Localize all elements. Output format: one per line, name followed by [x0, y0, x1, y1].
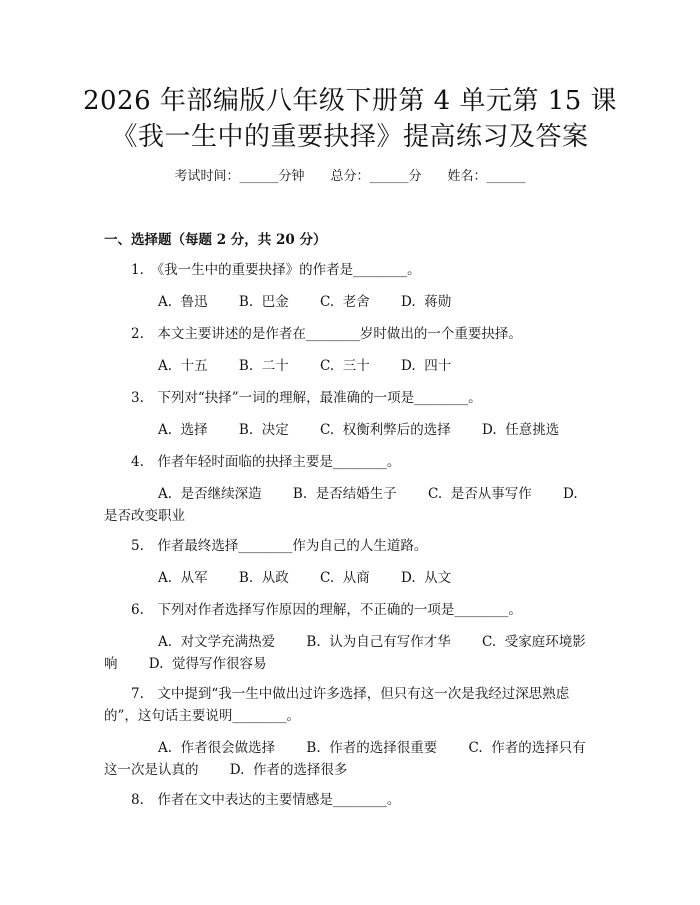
question-4-options: A. 是否继续深造 B. 是否结婚生子 C. 是否从事写作 D.: [158, 486, 578, 502]
question-7-stem: 7. 文中提到“我一生中做出过许多选择，但只有这一次是我经过深思熟虑: [131, 686, 570, 702]
question-2-options: A. 十五 B. 二十 C. 三十 D. 四十: [158, 358, 452, 374]
question-7-stem-continued: 的”，这句话主要说明________。: [104, 708, 300, 724]
question-6-options-continued: 响 D. 觉得写作很容易: [104, 656, 267, 672]
question-6-options: A. 对文学充满热爱 B. 认为自己有写作才华 C. 受家庭环境影: [158, 634, 586, 650]
document-subtitle: 《我一生中的重要抉择》提高练习及答案: [111, 122, 589, 152]
question-8-stem: 8. 作者在文中表达的主要情感是________。: [131, 792, 401, 808]
question-1-stem: 1. 《我一生中的重要抉择》的作者是________。: [131, 262, 421, 278]
document-title: 2026 年部编版八年级下册第 4 单元第 15 课: [82, 86, 618, 116]
total-score-field: 总分：______分: [330, 169, 422, 184]
exam-time-field: 考试时间：______分钟: [174, 169, 305, 184]
question-4-stem: 4. 作者年轻时面临的抉择主要是________。: [131, 454, 401, 470]
question-2-stem: 2. 本文主要讲述的是作者在________岁时做出的一个重要抉择。: [131, 326, 522, 342]
question-1-options: A. 鲁迅 B. 巴金 C. 老舍 D. 蒋勋: [158, 294, 452, 310]
question-3-stem: 3. 下列对“抉择”一词的理解，最准确的一项是________。: [131, 390, 482, 406]
question-7-options-continued: 这一次是认真的 D. 作者的选择很多: [104, 762, 348, 778]
question-5-stem: 5. 作者最终选择________作为自己的人生道路。: [131, 538, 428, 554]
question-3-options: A. 选择 B. 决定 C. 权衡利弊后的选择 D. 任意挑选: [158, 422, 560, 438]
section-heading: 一、选择题（每题 2 分，共 20 分）: [104, 232, 327, 248]
exam-info-line: [0, 168, 700, 186]
question-6-stem: 6. 下列对作者选择写作原因的理解，不正确的一项是________。: [131, 602, 522, 618]
student-name-field: 姓名：______: [447, 169, 526, 184]
question-5-options: A. 从军 B. 从政 C. 从商 D. 从文: [158, 570, 452, 586]
question-4-options-continued: 是否改变职业: [104, 508, 185, 524]
question-7-options: A. 作者很会做选择 B. 作者的选择很重要 C. 作者的选择只有: [158, 740, 586, 756]
